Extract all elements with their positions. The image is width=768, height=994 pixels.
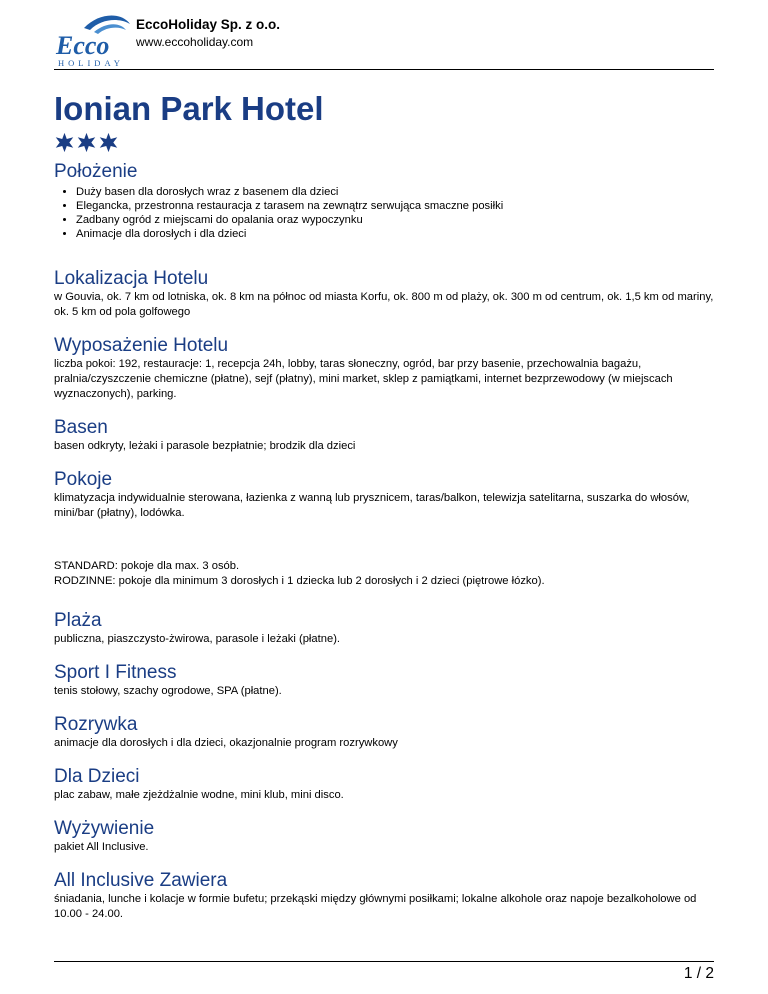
- section-text-allinclusive: śniadania, lunche i kolacje w formie bufetu; przekąski między głównymi posiłkami; lokalne alkohole oraz napoje bezalkoholowe od 10.00 - 24.00.: [54, 893, 697, 920]
- section-text-sport: tenis stołowy, szachy ogrodowe, SPA (płatne).: [54, 685, 282, 697]
- header-divider: [54, 69, 714, 70]
- section-title-wyzywienie: Wyżywienie: [54, 818, 155, 839]
- section-text-pokoje: klimatyzacja indywidualnie sterowana, łazienka z wanną lub prysznicem, taras/balkon, telewizja satelitarna, suszarka do włosów, mini/bar (płatny), lodówka.: [54, 492, 690, 519]
- logo-wordmark: Ecco: [56, 31, 110, 60]
- company-url[interactable]: www.eccoholiday.com: [136, 35, 254, 49]
- star-icon: [98, 132, 119, 153]
- section-title-pokoje: Pokoje: [54, 469, 113, 490]
- section-text-plaza: publiczna, piaszczysto-żwirowa, parasole i leżaki (płatne).: [54, 633, 341, 645]
- section-text-wyposazenie: liczba pokoi: 192, restauracje: 1, recepcja 24h, lobby, taras słoneczny, ogród, bar przy basenie, przechowalnia bagażu, pralnia/czyszczenie chemiczne (płatne), sejf (płatny), mini market, sklep z pamiątkami, internet bezprzewodowy (w miejscach wyznaczonych), parking.: [54, 358, 673, 400]
- list-item: • Zadbany ogród z miejscami do opalania oraz wypoczynku: [76, 213, 714, 227]
- section-text-wyzywienie: pakiet All Inclusive.: [54, 841, 149, 853]
- logo-subtext: HOLIDAY: [58, 58, 124, 68]
- section-title-basen: Basen: [54, 417, 108, 438]
- section-text-rozrywka: animacje dla dorosłych i dla dzieci, okazjonalnie program rozrywkowy: [54, 737, 398, 749]
- section-text-basen: basen odkryty, leżaki i parasole bezpłatnie; brodzik dla dzieci: [54, 440, 356, 452]
- section-title-polozenie: Położenie: [54, 161, 138, 182]
- section-text-dzieci: plac zabaw, małe zjeżdżalnie wodne, mini klub, mini disco.: [54, 789, 344, 801]
- company-name: EccoHoliday Sp. z o.o.: [136, 17, 281, 32]
- star-rating: [54, 132, 714, 160]
- document-header: [54, 10, 714, 70]
- star-icon: [76, 132, 97, 153]
- section-title-allinclusive: All Inclusive Zawiera: [54, 870, 228, 891]
- room-type-standard: STANDARD: pokoje dla max. 3 osób.: [54, 560, 240, 572]
- section-title-plaza: Plaża: [54, 610, 102, 631]
- section-title-wyposazenie: Wyposażenie Hotelu: [54, 335, 229, 356]
- star-icon: [54, 132, 75, 153]
- features-list: [54, 185, 714, 241]
- room-type-rodzinne: RODZINNE: pokoje dla minimum 3 dorosłych i 1 dziecka lub 2 dorosłych i 2 dzieci (piętrowe łózko).: [54, 575, 545, 587]
- list-item: • Animacje dla dorosłych i dla dzieci: [76, 227, 714, 241]
- list-item: • Duży basen dla dorosłych wraz z basenem dla dzieci: [76, 185, 714, 199]
- ecco-holiday-logo: [54, 10, 130, 68]
- section-title-rozrywka: Rozrywka: [54, 714, 138, 735]
- section-text-lokalizacja: w Gouvia, ok. 7 km od lotniska, ok. 8 km na północ od miasta Korfu, ok. 800 m od plaży, ok. 300 m od centrum, ok. 1,5 km od mariny, ok. 5 km od pola golfowego: [54, 291, 714, 318]
- list-item: • Elegancka, przestronna restauracja z tarasem na zewnątrz serwująca smaczne posiłki: [76, 199, 714, 213]
- page-number: 1 / 2: [683, 965, 714, 982]
- section-title-lokalizacja: Lokalizacja Hotelu: [54, 268, 209, 289]
- document-body: [54, 86, 714, 922]
- section-title-dzieci: Dla Dzieci: [54, 766, 140, 787]
- hotel-title: Ionian Park Hotel: [54, 90, 324, 127]
- section-title-sport: Sport I Fitness: [54, 662, 177, 683]
- footer-divider: [54, 961, 714, 962]
